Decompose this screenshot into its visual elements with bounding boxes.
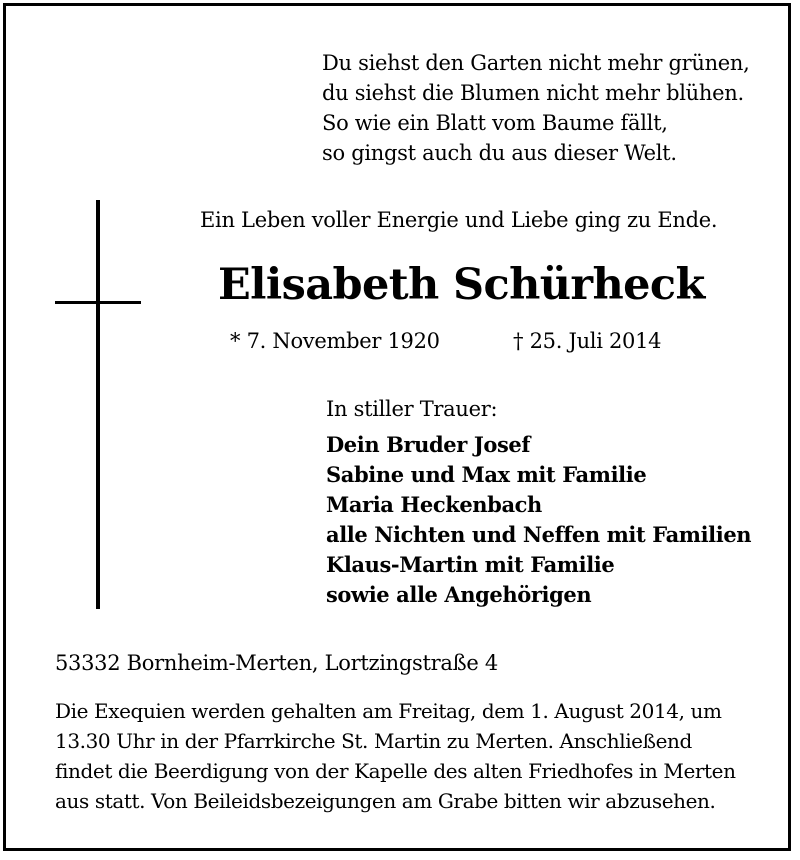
family-address: 53332 Bornheim-Merten, Lortzingstraße 4 (55, 651, 498, 675)
mourner-item: Klaus-Martin mit Familie (326, 552, 615, 577)
poem (322, 48, 750, 168)
funeral-notice-line: findet die Beerdigung von der Kapelle des alten Friedhofes in Merten (55, 759, 736, 783)
poem-line: du siehst die Blumen nicht mehr blühen. (322, 81, 744, 105)
funeral-notice-line: Die Exequien werden gehalten am Freitag, dem 1. August 2014, um (55, 699, 722, 723)
mourner-item: alle Nichten und Neffen mit Familien (326, 522, 752, 547)
mourner-item: Sabine und Max mit Familie (326, 462, 647, 487)
mourner-item: sowie alle Angehörigen (326, 582, 592, 607)
poem-line: so gingst auch du aus dieser Welt. (322, 141, 677, 165)
death-date: † 25. Juli 2014 (513, 329, 662, 353)
poem-line: So wie ein Blatt vom Baume fällt, (322, 111, 668, 135)
intro-text: Ein Leben voller Energie und Liebe ging zu Ende. (200, 208, 718, 232)
mourners-list (326, 430, 751, 610)
funeral-notice (55, 696, 755, 816)
mourning-label: In stiller Trauer: (326, 397, 498, 421)
poem-line: Du siehst den Garten nicht mehr grünen, (322, 51, 750, 75)
cross-icon-horizontal (55, 301, 141, 304)
cross-icon-vertical (96, 200, 100, 609)
mourner-item: Dein Bruder Josef (326, 432, 530, 457)
deceased-name: Elisabeth Schürheck (218, 260, 705, 310)
birth-date: * 7. November 1920 (230, 329, 440, 353)
funeral-notice-line: 13.30 Uhr in der Pfarrkirche St. Martin zu Merten. Anschließend (55, 729, 692, 753)
mourner-item: Maria Heckenbach (326, 492, 542, 517)
funeral-notice-line: aus statt. Von Beileidsbezeigungen am Grabe bitten wir abzusehen. (55, 789, 716, 813)
